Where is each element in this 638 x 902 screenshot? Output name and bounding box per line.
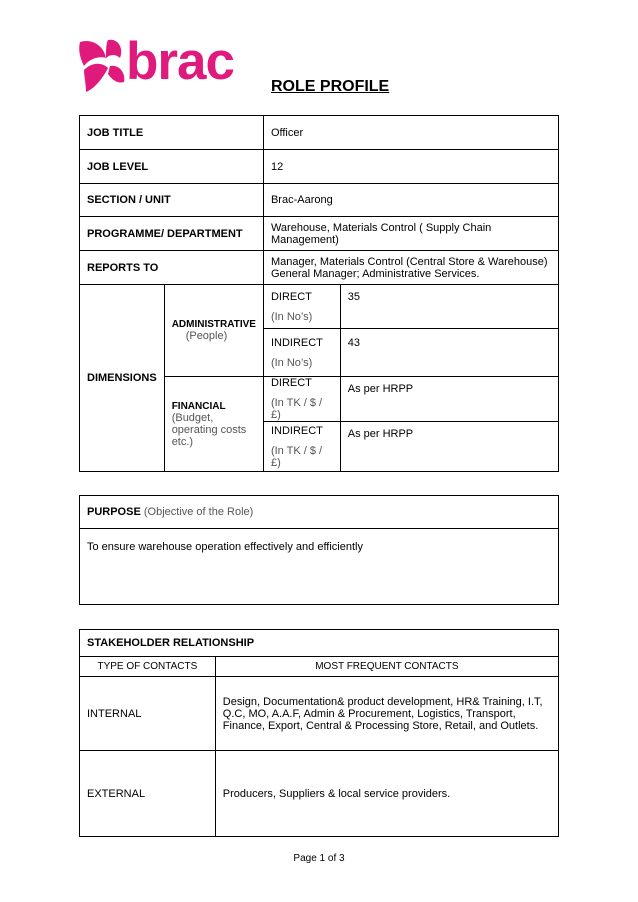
purpose-label-sub: (Objective of the Role) xyxy=(143,506,254,518)
stakeholder-column-headers xyxy=(80,657,559,677)
financial-cell xyxy=(164,377,263,472)
job-title-label: JOB TITLE xyxy=(80,116,264,150)
admin-indirect-unit: (In No’s) xyxy=(270,356,313,369)
job-level-value: 12 xyxy=(263,150,558,184)
purpose-header xyxy=(80,496,559,529)
row-admin-direct xyxy=(80,285,559,329)
purpose-header-row xyxy=(80,496,559,529)
administrative-label: ADMINISTRATIVE xyxy=(171,319,256,330)
internal-label: INTERNAL xyxy=(80,677,216,751)
section-label: SECTION / UNIT xyxy=(80,184,264,217)
reports-line-2: General Manager; Administrative Services. xyxy=(270,267,480,280)
row-section xyxy=(80,184,559,217)
job-title-value: Officer xyxy=(263,116,558,150)
fin-indirect-value: As per HRPP xyxy=(340,422,558,472)
column-type-of-contacts: TYPE OF CONTACTS xyxy=(80,657,216,677)
internal-line-2: Q.C, MO, A.A.F, Admin & Procurement, Logistics, Transport, xyxy=(222,707,516,720)
row-job-level xyxy=(80,150,559,184)
stakeholder-table xyxy=(79,629,559,837)
stakeholder-internal-row xyxy=(80,677,559,751)
purpose-body-row xyxy=(80,529,559,605)
admin-direct-unit: (In No’s) xyxy=(270,310,313,323)
job-level-label: JOB LEVEL xyxy=(80,150,264,184)
external-contacts: Producers, Suppliers & local service providers. xyxy=(215,751,558,837)
page-number: Page 1 of 3 xyxy=(293,853,345,864)
fin-direct-label-cell xyxy=(263,377,340,422)
internal-line-3: Finance, Export, Central & Processing Store, Retail, and Outlets. xyxy=(222,719,539,732)
stakeholder-external-row xyxy=(80,751,559,837)
fin-direct-label: DIRECT xyxy=(270,377,312,389)
external-label: EXTERNAL xyxy=(80,751,216,837)
programme-value: Warehouse, Materials Control ( Supply Chain Management) xyxy=(263,217,558,251)
role-table xyxy=(79,115,559,472)
administrative-cell xyxy=(164,285,263,377)
fin-indirect-label-cell xyxy=(263,422,340,472)
reports-label: REPORTS TO xyxy=(80,251,264,285)
row-reports-to xyxy=(80,251,559,285)
admin-indirect-label: INDIRECT xyxy=(270,336,323,349)
column-most-frequent-contacts: MOST FREQUENT CONTACTS xyxy=(215,657,558,677)
internal-contacts xyxy=(215,677,558,751)
row-programme xyxy=(80,217,559,251)
stakeholder-title: STAKEHOLDER RELATIONSHIP xyxy=(80,630,559,657)
financial-label: FINANCIAL xyxy=(171,400,226,412)
dimensions-label: DIMENSIONS xyxy=(80,285,165,472)
purpose-text: To ensure warehouse operation effectively and efficiently xyxy=(80,529,559,605)
row-job-title xyxy=(80,116,559,150)
fin-indirect-label: INDIRECT xyxy=(270,424,323,437)
fin-direct-unit: (In TK / $ / £) xyxy=(270,397,323,421)
administrative-sub: (People) xyxy=(185,330,228,342)
reports-value xyxy=(263,251,558,285)
purpose-label: PURPOSE xyxy=(87,506,141,518)
purpose-table xyxy=(79,495,559,605)
stakeholder-title-row xyxy=(80,630,559,657)
admin-direct-label: DIRECT xyxy=(270,290,312,303)
internal-line-1: Design, Documentation& product development, HR& Training, I.T, xyxy=(222,695,543,708)
page-title: ROLE PROFILE xyxy=(271,78,390,95)
brac-logo-text: brac xyxy=(126,32,234,91)
programme-label: PROGRAMME/ DEPARTMENT xyxy=(80,217,264,251)
admin-direct-label-cell xyxy=(263,285,340,329)
admin-indirect-label-cell xyxy=(263,329,340,377)
fin-indirect-unit: (In TK / $ / £) xyxy=(270,444,323,469)
admin-direct-value: 35 xyxy=(340,285,558,329)
section-value: Brac-Aarong xyxy=(263,184,558,217)
admin-indirect-value: 43 xyxy=(340,329,558,377)
financial-sub: (Budget, operating costs etc.) xyxy=(171,411,247,448)
fin-direct-value: As per HRPP xyxy=(340,377,558,422)
reports-line-1: Manager, Materials Control (Central Store & Warehouse) xyxy=(270,255,548,268)
